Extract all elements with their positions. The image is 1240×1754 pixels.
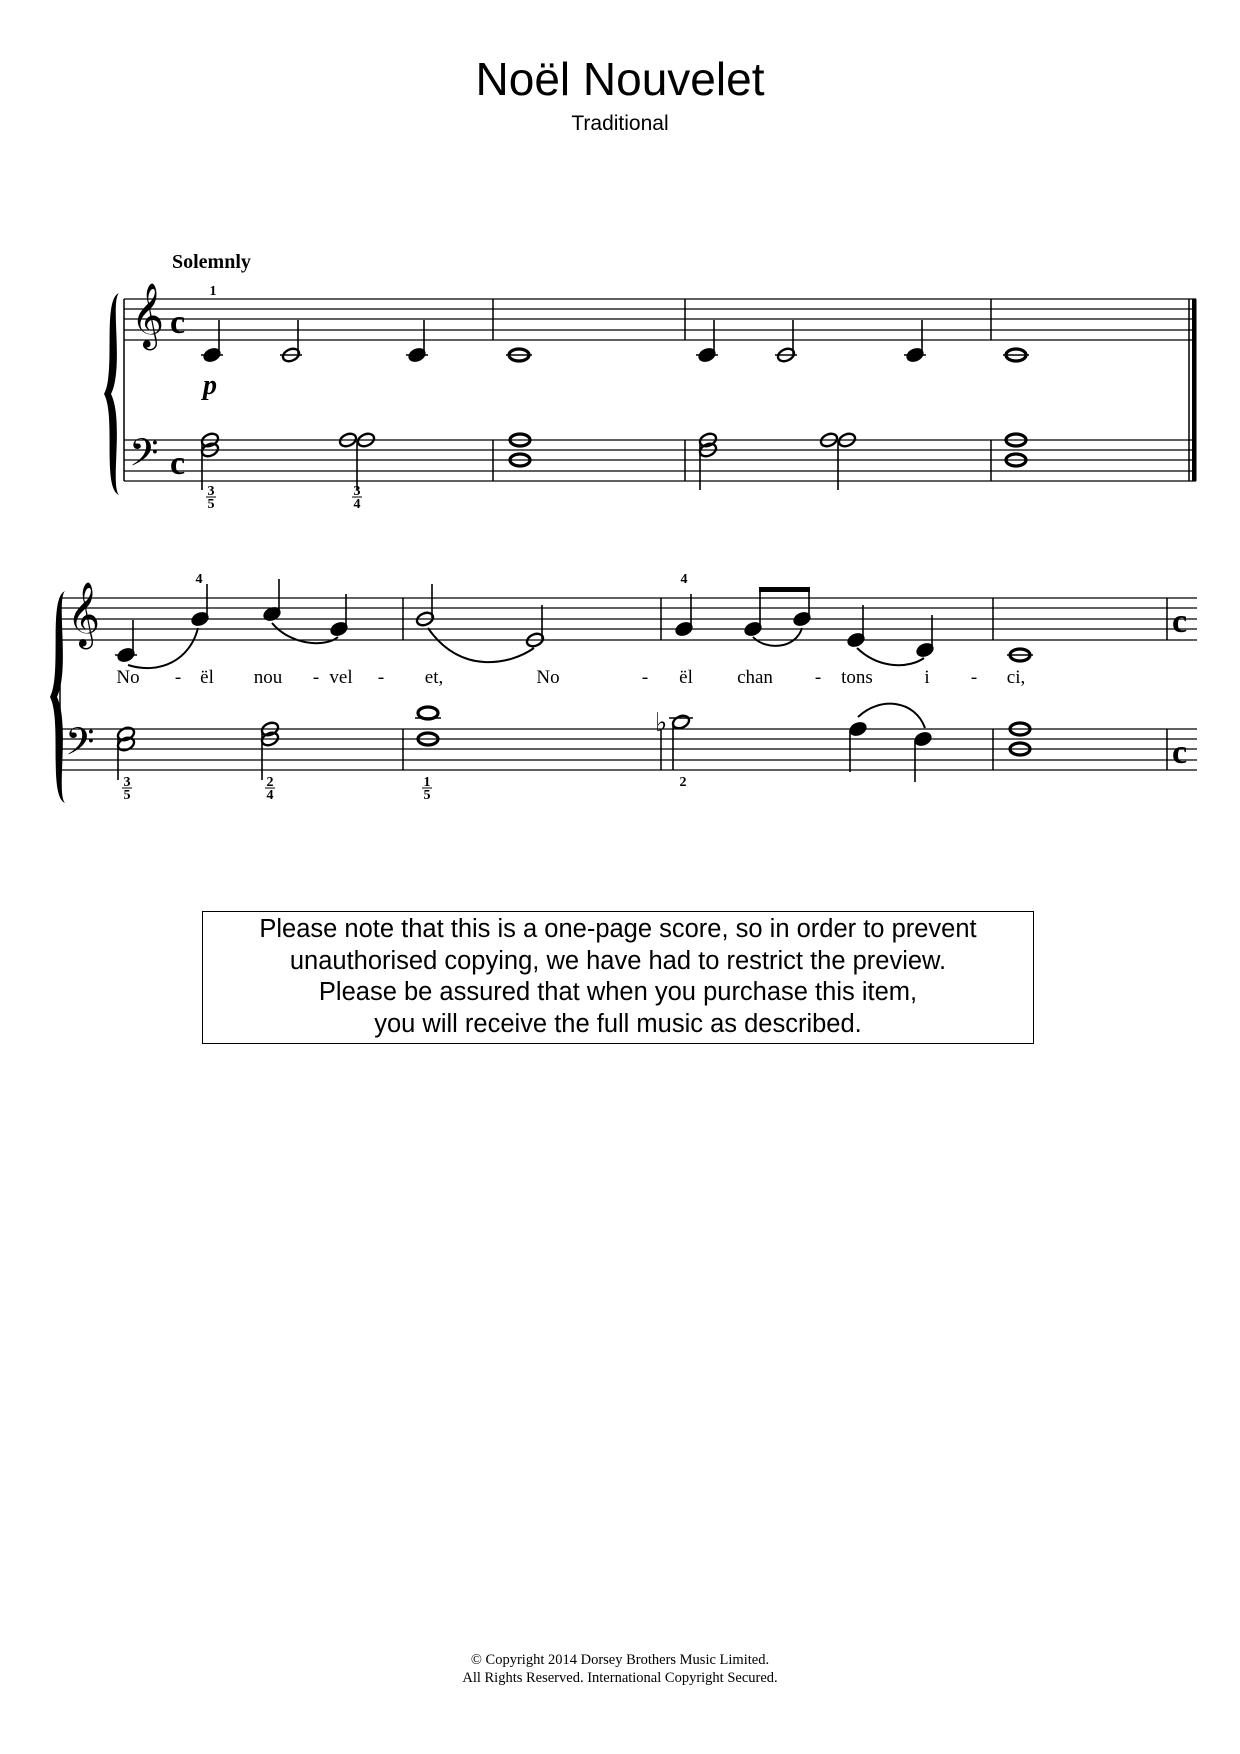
lyric-syllable: ël [200, 667, 214, 688]
lyric-syllable: - [641, 667, 649, 688]
bass-clef-icon: 𝄢 [129, 430, 159, 484]
lyric-syllable: - [377, 667, 385, 688]
lyrics-layer [116, 667, 1025, 688]
fingering-number: 2 [266, 775, 274, 790]
slur [858, 704, 925, 728]
fingering-number: 1 [423, 775, 431, 790]
lyric-syllable: nou [253, 667, 283, 688]
fingering-number: 5 [207, 497, 215, 512]
fingering-number: 1 [209, 284, 217, 299]
time-signature-bass: c [170, 445, 186, 482]
notice-line: unauthorised copying, we have had to restrict the preview. [289, 946, 947, 975]
fingering-number: 3 [207, 484, 215, 499]
copyright-line: All Rights Reserved. International Copyright Secured. [462, 1670, 778, 1686]
fingering-number: 5 [123, 788, 131, 803]
copyright-notice [0, 1651, 1240, 1687]
notice-line: you will receive the full music as described. [374, 1009, 862, 1038]
lyric-syllable: - [970, 667, 978, 688]
fingering-number: 4 [266, 788, 274, 803]
lyric-syllable: No [116, 667, 140, 688]
preview-notice-box [202, 911, 1034, 1044]
treble-notes-system-1 [201, 320, 1029, 364]
bass-notes-system-2 [116, 707, 1030, 782]
fingering-number: 4 [680, 572, 688, 587]
fingering-number: 3 [353, 484, 361, 499]
bass-clef-icon: 𝄢 [65, 719, 95, 773]
courtesy-time-signature-bass: c [1172, 734, 1188, 771]
lyric-syllable: tons [841, 667, 873, 688]
tempo-marking: Solemnly [172, 251, 251, 273]
composer-name: Traditional [571, 112, 669, 135]
flat-icon: ♭ [655, 708, 668, 738]
lyric-syllable: vel [329, 667, 353, 688]
fingering-number: 4 [195, 572, 203, 587]
slurs [128, 623, 924, 668]
lyric-syllable: - [814, 667, 822, 688]
lyric-syllable: chan [737, 667, 773, 688]
system-2 [50, 579, 1197, 803]
time-signature-treble: c [170, 304, 186, 341]
brace [50, 591, 65, 803]
brace [104, 293, 119, 495]
lyric-syllable: No [536, 667, 560, 688]
fingering-number: 4 [353, 497, 361, 512]
score-title: Noël Nouvelet [475, 53, 765, 105]
courtesy-time-signature-treble: c [1172, 603, 1188, 640]
treble-clef-icon: 𝄞 [131, 283, 165, 348]
notice-line: Please be assured that when you purchase this item, [318, 978, 918, 1006]
system-1 [104, 283, 1197, 495]
lyric-syllable: - [312, 667, 320, 688]
dynamic-marking: p [203, 370, 217, 401]
fingering-number: 2 [679, 775, 687, 790]
lyric-syllable: ci, [1006, 667, 1026, 688]
treble-notes-system-2 [115, 579, 1033, 663]
lyric-syllable: et, [424, 667, 444, 688]
copyright-line: © Copyright 2014 Dorsey Brothers Music Limited. [470, 1652, 770, 1668]
fingering-layer [122, 284, 688, 803]
lyric-syllable: - [174, 667, 182, 688]
notice-line: Please note that this is a one-page score, so in order to prevent [259, 915, 977, 943]
fingering-number: 3 [123, 775, 131, 790]
fingering-number: 5 [423, 788, 431, 803]
lyric-syllable: i [924, 667, 930, 688]
lyric-syllable: ël [679, 667, 693, 688]
treble-clef-icon: 𝄞 [67, 582, 101, 647]
